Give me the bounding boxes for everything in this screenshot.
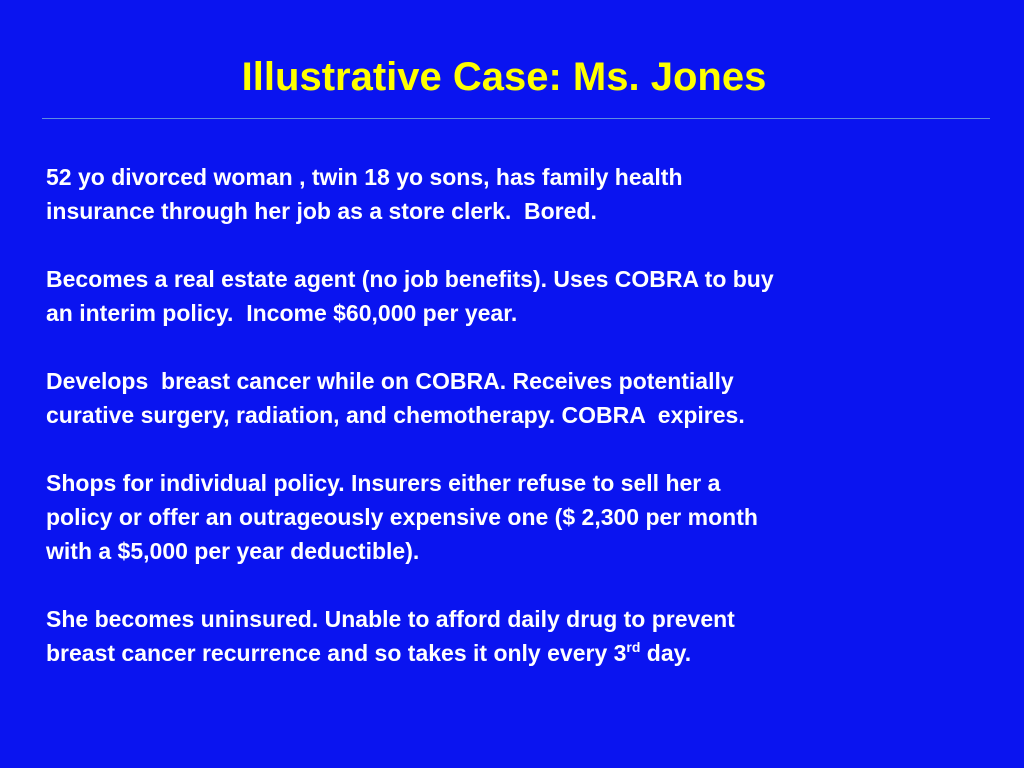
paragraph-line: She becomes uninsured. Unable to afford daily drug to prevent bbox=[46, 606, 735, 632]
ordinal-superscript: rd bbox=[626, 639, 641, 655]
paragraph-line: insurance through her job as a store clerk. Bored. bbox=[46, 198, 597, 224]
paragraph-outcome bbox=[46, 602, 976, 670]
paragraph-career-change bbox=[46, 262, 976, 330]
paragraph-line-end: day. bbox=[640, 640, 692, 666]
paragraph-diagnosis bbox=[46, 364, 976, 432]
paragraph-line: with a $5,000 per year deductible). bbox=[46, 538, 420, 564]
paragraph-line: curative surgery, radiation, and chemotherapy. COBRA expires. bbox=[46, 402, 745, 428]
paragraph-line: policy or offer an outrageously expensive one ($ 2,300 per month bbox=[46, 504, 758, 530]
paragraph-line: an interim policy. Income $60,000 per year. bbox=[46, 300, 518, 326]
title-divider bbox=[42, 118, 990, 119]
slide-body bbox=[46, 160, 976, 670]
paragraph-background bbox=[46, 160, 976, 228]
slide-title: Illustrative Case: Ms. Jones bbox=[241, 55, 767, 99]
paragraph-line: 52 yo divorced woman , twin 18 yo sons, has family health bbox=[46, 164, 683, 190]
paragraph-line: Shops for individual policy. Insurers either refuse to sell her a bbox=[46, 470, 721, 496]
paragraph-line: Develops breast cancer while on COBRA. Receives potentially bbox=[46, 368, 734, 394]
paragraph-line: Becomes a real estate agent (no job benefits). Uses COBRA to buy bbox=[46, 266, 774, 292]
paragraph-line-start: breast cancer recurrence and so takes it only every 3 bbox=[46, 640, 627, 666]
paragraph-insurance-search bbox=[46, 466, 976, 568]
